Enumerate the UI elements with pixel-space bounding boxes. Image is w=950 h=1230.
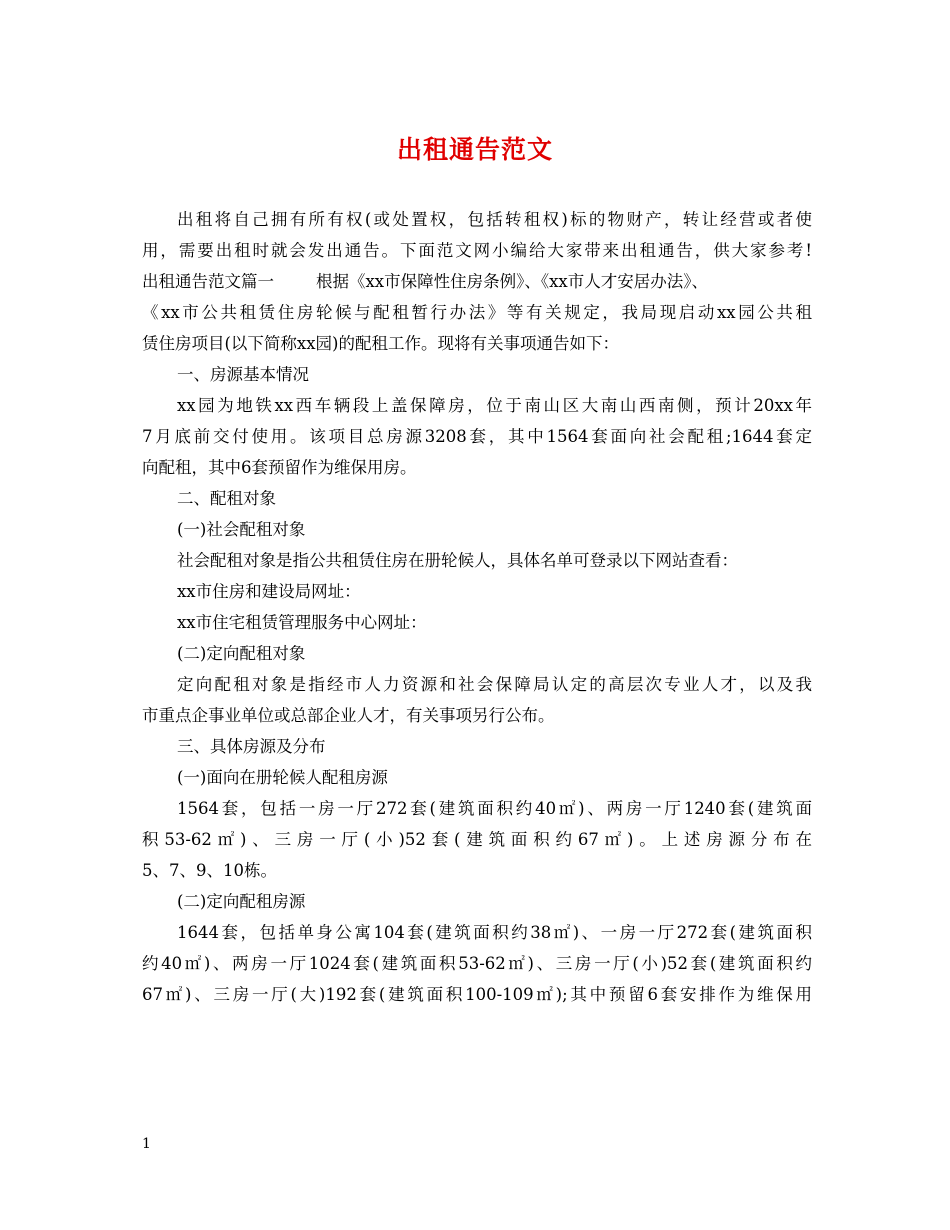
paragraph-line: 社会配租对象是指公共租赁住房在册轮候人，具体名单可登录以下网站查看： (177, 551, 738, 570)
document-title: 出租通告范文 (396, 135, 553, 164)
paragraph-line: 1564套，包括一房一厅272套(建筑面积约40㎡)、两房一厅1240套(建筑面 (177, 799, 812, 818)
paragraph-line: xx园为地铁xx西车辆段上盖保障房，位于南山区大南山西南侧，预计20xx年 (177, 396, 812, 415)
paragraph-line: 7月底前交付使用。该项目总房源3208套，其中1564套面向社会配租;1644套定 (142, 427, 812, 446)
section-heading: 一、房源基本情况 (177, 365, 309, 384)
paragraph-line: xx市住宅租赁管理服务中心网址： (177, 613, 427, 632)
paragraph-line: xx市住房和建设局网址： (177, 582, 361, 601)
paragraph-line: 积53-62㎡)、三房一厅(小)52套(建筑面积约67㎡)。上述房源分布在 (142, 830, 812, 849)
subsection-heading: (一)社会配租对象 (177, 520, 306, 539)
paragraph-line: 用，需要出租时就会发出通告。下面范文网小编给大家带来出租通告，供大家参考! (142, 241, 812, 260)
paragraph-line: 《xx市公共租赁住房轮候与配租暂行办法》等有关规定，我局现启动xx园公共租 (142, 303, 812, 322)
paragraph-line: 67㎡)、三房一厅(大)192套(建筑面积100-109㎡);其中预留6套安排作为维保用 (142, 985, 812, 1004)
subsection-heading: (二)定向配租房源 (177, 892, 306, 911)
paragraph-line: 赁住房项目(以下简称xx园)的配租工作。现将有关事项通告如下： (142, 334, 619, 353)
paragraph-line (142, 266, 812, 297)
page-number: 1 (142, 1136, 151, 1152)
paragraph-line: 定向配租对象是指经市人力资源和社会保障局认定的高层次专业人才，以及我 (177, 675, 812, 694)
section-heading: 出租通告范文篇一 (142, 272, 274, 291)
section-heading: 二、配租对象 (177, 489, 276, 508)
subsection-heading: (一)面向在册轮候人配租房源 (177, 768, 388, 787)
paragraph-line: 5、7、9、10栋。 (142, 861, 277, 880)
paragraph-line: 约40㎡)、两房一厅1024套(建筑面积53-62㎡)、三房一厅(小)52套(建筑面积约 (142, 954, 812, 973)
paragraph-line: 1644套，包括单身公寓104套(建筑面积约38㎡)、一房一厅272套(建筑面积 (177, 923, 812, 942)
subsection-heading: (二)定向配租对象 (177, 644, 306, 663)
paragraph-line: 市重点企事业单位或总部企业人才，有关事项另行公布。 (142, 706, 555, 725)
document-body (142, 204, 812, 1010)
paragraph-text: 根据《xx市保障性住房条例》、《xx市人才安居办法》、 (316, 272, 708, 291)
paragraph-line: 出租将自己拥有所有权(或处置权，包括转租权)标的物财产，转让经营或者使 (177, 210, 812, 229)
section-heading: 三、具体房源及分布 (177, 737, 326, 756)
paragraph-line: 向配租，其中6套预留作为维保用房。 (142, 458, 417, 477)
